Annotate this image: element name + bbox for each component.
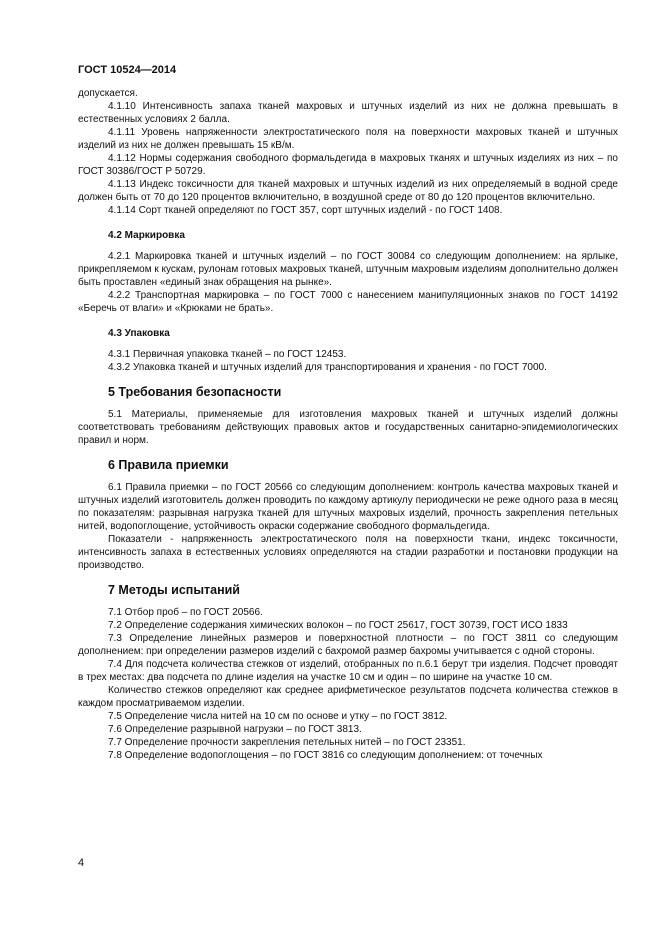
clause-4-1-13: 4.1.13 Индекс токсичности для тканей махровых и штучных изделий из них определяемый в водной среде должен быть от 70 до 120 процентов включительно, в воздушной среде от 80 до 120 процентов включительно. bbox=[78, 179, 618, 203]
page-body bbox=[78, 87, 618, 762]
heading-4-3: 4.3 Упаковка bbox=[108, 328, 170, 339]
clause-4-3-1: 4.3.1 Первичная упаковка тканей – по ГОСТ 12453. bbox=[108, 349, 347, 360]
clause-7-2: 7.2 Определение содержания химических волокон – по ГОСТ 25617, ГОСТ 30739, ГОСТ ИСО 1833 bbox=[108, 620, 568, 631]
clause-7-6: 7.6 Определение разрывной нагрузки – по ГОСТ 3813. bbox=[108, 724, 362, 735]
section-5-title: 5 Требования безопасности bbox=[108, 385, 282, 399]
clause-7-3: 7.3 Определение линейных размеров и поверхностной плотности – по ГОСТ 3811 со следующим дополнением: при определении размеров изделий с бахромой размер бахромы учитывается с одной стороны. bbox=[78, 633, 618, 657]
clause-4-2-2: 4.2.2 Транспортная маркировка – по ГОСТ 7000 с нанесением манипуляционных знаков по ГОСТ 14192 «Беречь от влаги» и «Крюками не брать». bbox=[78, 290, 618, 314]
clause-5-1: 5.1 Материалы, применяемые для изготовления махровых тканей и штучных изделий должны соответствовать требованиям действующих правовых актов и государственных санитарно-эпидемиологических правил и норм. bbox=[78, 409, 618, 446]
clause-7-4: 7.4 Для подсчета количества стежков от изделий, отобранных по п.6.1 берут три изделия. Подсчет проводят в трех местах: два подсчета по длине изделия на участке 10 см и один – по ширине на участке 10 см. bbox=[78, 659, 618, 683]
section-7-title: 7 Методы испытаний bbox=[108, 583, 240, 597]
clause-7-8: 7.8 Определение водопоглощения – по ГОСТ 3816 со следующим дополнением: от точечных bbox=[108, 750, 543, 761]
document-header: ГОСТ 10524—2014 bbox=[78, 64, 177, 76]
clause-6-1: 6.1 Правила приемки – по ГОСТ 20566 со следующим дополнением: контроль качества махровых тканей и штучных изделий изготовитель должен проводить по каждому артикулу периодически не реже одного раза в месяц по показателям: разрывная нагрузка тканей для штучных махровых изделий, прочность закрепления петельных нитей, водопоглощение, устойчивость окраски содержание свободного формальдегида. bbox=[78, 482, 618, 532]
clause-4-1-14: 4.1.14 Сорт тканей определяют по ГОСТ 357, сорт штучных изделий - по ГОСТ 1408. bbox=[108, 205, 503, 216]
section-6-title: 6 Правила приемки bbox=[108, 458, 229, 472]
clause-7-1: 7.1 Отбор проб – по ГОСТ 20566. bbox=[108, 607, 263, 618]
clause-4-3-2: 4.3.2 Упаковка тканей и штучных изделий для транспортирования и хранения - по ГОСТ 7000. bbox=[108, 362, 547, 373]
clause-4-1-10: 4.1.10 Интенсивность запаха тканей махровых и штучных изделий из них не должна превышать в естественных условиях 2 балла. bbox=[78, 101, 618, 125]
clause-4-1-12: 4.1.12 Нормы содержания свободного формальдегида в махровых тканях и штучных изделиях из них – по ГОСТ 30386/ГОСТ Р 50729. bbox=[78, 153, 618, 177]
paragraph: Показатели - напряженность электростатического поля на поверхности ткани, индекс токсичности, интенсивность запаха в естественных условиях определяются на стадии разработки и постановки продукции на производство. bbox=[78, 534, 618, 571]
paragraph: Количество стежков определяют как среднее арифметическое результатов подсчета количества стежков в каждом просматриваемом изделии. bbox=[78, 685, 618, 709]
clause-4-2-1: 4.2.1 Маркировка тканей и штучных изделий – по ГОСТ 30084 со следующим дополнением: на ярлыке, прикрепляемом к кускам, рулонам готовых махровых тканей, штучным махровым изделиям дополнительно должен быть проставлен «единый знак обращения на рынке». bbox=[78, 251, 618, 288]
paragraph: допускается. bbox=[78, 88, 138, 99]
heading-4-2: 4.2 Маркировка bbox=[108, 230, 185, 241]
clause-4-1-11: 4.1.11 Уровень напряженности электростатического поля на поверхности махровых тканей и штучных изделий из них не должен превышать 15 кВ/м. bbox=[78, 127, 618, 151]
page-number: 4 bbox=[78, 857, 85, 869]
clause-7-7: 7.7 Определение прочности закрепления петельных нитей – по ГОСТ 23351. bbox=[108, 737, 466, 748]
clause-7-5: 7.5 Определение числа нитей на 10 см по основе и утку – по ГОСТ 3812. bbox=[108, 711, 448, 722]
